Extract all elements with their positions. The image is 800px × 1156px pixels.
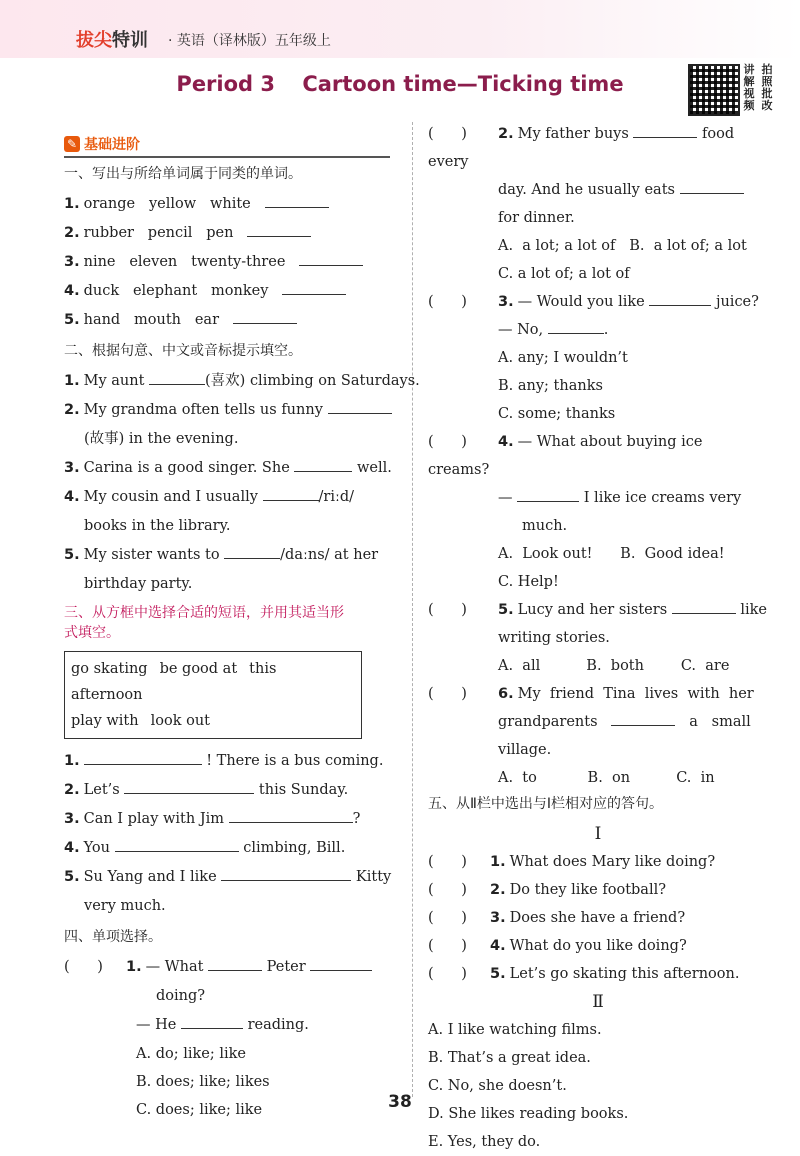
s3-item-5-cont: very much. xyxy=(84,898,166,914)
item-text: Can I play with Jim xyxy=(83,811,225,827)
s3-item-4 xyxy=(64,834,400,863)
item-text: day. And he usually eats xyxy=(498,182,675,198)
option[interactable]: B. any; thanks xyxy=(498,378,603,394)
s5-col1-item xyxy=(428,960,768,988)
s5-col1-item xyxy=(428,932,768,960)
qr-char: 讲 xyxy=(743,63,755,76)
answer-blank[interactable] xyxy=(233,309,297,324)
brand-text-a: 拔尖 xyxy=(76,30,112,51)
answer-blank[interactable] xyxy=(649,291,711,306)
item-text: My friend Tina lives with her xyxy=(517,686,754,702)
answer-blank[interactable] xyxy=(263,486,319,501)
item-text: My sister wants to xyxy=(83,547,220,563)
section-5-heading: 五、从Ⅱ栏中选出与Ⅰ栏相对应的答句。 xyxy=(428,796,664,812)
s5-col1-item xyxy=(428,848,768,876)
item-number: 1. xyxy=(64,373,80,389)
qr-char: 照 xyxy=(761,75,773,88)
answer-blank[interactable] xyxy=(517,487,579,502)
answer-blank[interactable] xyxy=(299,251,363,266)
answer-blank[interactable] xyxy=(680,179,744,194)
answer-blank[interactable] xyxy=(224,544,280,559)
s5-col2-item: D. She likes reading books. xyxy=(428,1106,629,1122)
column-1-label: I xyxy=(594,824,602,844)
item-number: 3. xyxy=(64,811,80,827)
item-number: 5. xyxy=(64,547,80,563)
item-number: 5. xyxy=(498,602,514,618)
item-text: like xyxy=(740,602,768,618)
answer-blank[interactable] xyxy=(124,779,254,794)
item-number: 1. xyxy=(64,753,80,769)
item-number: 6. xyxy=(498,686,514,702)
item-text: — What xyxy=(145,959,204,975)
answer-paren[interactable]: ( ) xyxy=(428,966,467,982)
s1-item-2 xyxy=(64,219,400,248)
option[interactable]: C. a lot of; a lot of xyxy=(498,266,630,282)
item-number: 3. xyxy=(64,460,80,476)
section-1-heading: 一、写出与所给单词属于同类的单词。 xyxy=(64,166,302,182)
brand-logo xyxy=(76,26,148,52)
item-text: Do they like football? xyxy=(509,882,667,898)
phrase-option: go skating xyxy=(71,661,148,677)
item-text: a small xyxy=(689,714,751,730)
answer-paren[interactable]: ( ) xyxy=(428,938,467,954)
item-text: My grandma often tells us funny xyxy=(83,402,323,418)
column-divider xyxy=(412,122,413,1097)
item-text: I like ice creams very xyxy=(583,490,742,506)
item-text: grandparents xyxy=(498,714,598,730)
s5-col1-item xyxy=(428,876,768,904)
s3-item-2 xyxy=(64,776,400,805)
answer-paren[interactable]: ( ) xyxy=(428,910,467,926)
phrase-option: look out xyxy=(150,713,210,729)
item-number: 2. xyxy=(64,782,80,798)
item-text: What does Mary like doing? xyxy=(509,854,716,870)
item-number: 5. xyxy=(64,312,80,328)
s4-item-1-cont: doing? xyxy=(156,988,206,1004)
s5-col1-item xyxy=(428,904,768,932)
s4-item-6-line3: village. xyxy=(498,742,552,758)
phrase-box xyxy=(64,651,362,739)
phrase-option: play with xyxy=(71,713,139,729)
item-text: Let’s go skating this afternoon. xyxy=(509,966,740,982)
s4-item-6 xyxy=(428,680,768,708)
qr-code-icon[interactable] xyxy=(688,64,740,116)
option[interactable]: A. a lot; a lot of B. a lot of; a lot xyxy=(498,238,747,254)
item-text: My aunt xyxy=(83,373,145,389)
section-3-heading-cont: 式填空。 xyxy=(64,625,120,641)
section-tag-label: 基础进阶 xyxy=(84,137,140,153)
item-text: ! There is a bus coming. xyxy=(206,753,384,769)
item-number: 2. xyxy=(498,126,514,142)
s4-item-4-cont xyxy=(428,484,768,512)
s2-item-2-cont: (故事) in the evening. xyxy=(84,431,239,447)
page-number: 38 xyxy=(388,1092,412,1112)
pencil-icon: ✎ xyxy=(64,136,80,152)
s3-item-3 xyxy=(64,805,400,834)
qr-char: 解 xyxy=(743,75,755,88)
item-text: — He xyxy=(136,1017,177,1033)
period-label: Period 3 xyxy=(176,72,275,96)
item-text: orange yellow white xyxy=(83,196,251,212)
item-number: 4. xyxy=(64,283,80,299)
answer-blank[interactable] xyxy=(611,711,675,726)
answer-paren[interactable]: ( ) xyxy=(428,126,467,142)
s4-item-5-cont: writing stories. xyxy=(498,630,610,646)
brand-text-b: 特训 xyxy=(112,30,148,51)
header-band xyxy=(0,0,800,58)
s2-item-4 xyxy=(64,483,400,512)
option[interactable]: C. some; thanks xyxy=(498,406,616,422)
topic-label: Cartoon time—Ticking time xyxy=(302,72,624,96)
answer-blank[interactable] xyxy=(229,808,353,823)
item-text: Does she have a friend? xyxy=(509,910,686,926)
option[interactable]: A. Look out! B. Good idea! xyxy=(498,546,725,562)
answer-blank[interactable] xyxy=(294,457,352,472)
qr-char: 拍 xyxy=(761,63,773,76)
s2-item-1 xyxy=(64,367,420,396)
s1-item-3 xyxy=(64,248,400,277)
item-text: What do you like doing? xyxy=(509,938,687,954)
s5-col2-item: C. No, she doesn’t. xyxy=(428,1078,567,1094)
item-text: duck elephant monkey xyxy=(83,283,269,299)
item-text: climbing, Bill. xyxy=(243,840,346,856)
section-3-heading: 三、从方框中选择合适的短语，并用其适当形 xyxy=(64,605,344,621)
item-number: 3. xyxy=(64,254,80,270)
answer-blank[interactable] xyxy=(181,1014,243,1029)
s1-item-1 xyxy=(64,190,400,219)
section-4-heading: 四、单项选择。 xyxy=(64,929,162,945)
s4-item-5 xyxy=(428,596,768,624)
item-text: . xyxy=(603,322,609,338)
item-text: Carina is a good singer. She xyxy=(83,460,290,476)
item-text: reading. xyxy=(247,1017,309,1033)
answer-paren[interactable]: ( ) xyxy=(428,294,467,310)
item-number: 1. xyxy=(126,959,142,975)
s5-col2-item: A. I like watching films. xyxy=(428,1022,602,1038)
item-text: My father buys xyxy=(517,126,629,142)
item-text: Kitty xyxy=(355,869,392,885)
item-text: hand mouth ear xyxy=(83,312,220,328)
answer-blank[interactable] xyxy=(115,837,239,852)
s2-item-2 xyxy=(64,396,400,425)
column-2-label: Ⅱ xyxy=(592,992,604,1012)
option[interactable]: C. Help! xyxy=(498,574,559,590)
option[interactable]: A. all B. both C. are xyxy=(498,658,730,674)
item-number: 5. xyxy=(490,966,506,982)
qr-caption xyxy=(740,64,776,112)
s2-item-5-cont: birthday party. xyxy=(84,576,193,592)
s4-item-2-line3: for dinner. xyxy=(498,210,575,226)
s3-item-1 xyxy=(64,747,400,776)
answer-paren[interactable]: ( ) xyxy=(428,882,467,898)
item-number: 4. xyxy=(64,489,80,505)
s1-item-5 xyxy=(64,306,400,335)
item-text: nine eleven twenty-three xyxy=(83,254,286,270)
answer-blank[interactable] xyxy=(208,956,262,971)
item-text: rubber pencil pen xyxy=(83,225,234,241)
item-number: 2. xyxy=(490,882,506,898)
s4-item-1-line3 xyxy=(64,1011,400,1040)
item-text: ? xyxy=(352,811,361,827)
answer-paren[interactable]: ( ) xyxy=(64,959,103,975)
item-number: 2. xyxy=(64,225,80,241)
item-text: — Would you like xyxy=(517,294,645,310)
item-text: Let’s xyxy=(83,782,120,798)
item-text: food every xyxy=(428,126,735,170)
item-text: (喜欢) climbing on Saturdays. xyxy=(205,373,420,389)
right-column xyxy=(428,120,768,1156)
answer-blank[interactable] xyxy=(84,750,202,765)
item-text: You xyxy=(83,840,110,856)
answer-blank[interactable] xyxy=(633,123,697,138)
answer-blank[interactable] xyxy=(310,956,372,971)
phrase-option: be good at xyxy=(159,661,238,677)
item-text: — No, xyxy=(498,322,544,338)
item-text: Su Yang and I like xyxy=(83,869,217,885)
item-number: 3. xyxy=(498,294,514,310)
page-title xyxy=(0,72,800,96)
option[interactable]: C. does; like; like xyxy=(136,1102,263,1118)
s4-item-1 xyxy=(64,953,400,982)
answer-blank[interactable] xyxy=(247,222,311,237)
option[interactable]: A. any; I wouldn’t xyxy=(498,350,628,366)
item-text: My cousin and I usually xyxy=(83,489,258,505)
item-text: Lucy and her sisters xyxy=(517,602,668,618)
item-text: well. xyxy=(357,460,392,476)
answer-blank[interactable] xyxy=(548,319,604,334)
s4-item-2 xyxy=(428,120,768,176)
item-text: juice? xyxy=(715,294,759,310)
s3-item-5 xyxy=(64,863,400,892)
item-text: this Sunday. xyxy=(258,782,349,798)
option[interactable]: A. do; like; like xyxy=(136,1046,246,1062)
qr-char: 频 xyxy=(743,99,755,112)
item-text: — xyxy=(498,490,513,506)
item-text: — What about buying ice creams? xyxy=(428,434,703,478)
answer-paren[interactable]: ( ) xyxy=(428,602,467,618)
s4-item-6-cont xyxy=(428,708,768,736)
left-column xyxy=(64,126,420,1124)
item-number: 4. xyxy=(64,840,80,856)
option[interactable]: B. does; like; likes xyxy=(136,1074,270,1090)
option[interactable]: A. to B. on C. in xyxy=(498,770,715,786)
answer-paren[interactable]: ( ) xyxy=(428,854,467,870)
qr-char: 批 xyxy=(761,87,773,100)
s2-item-4-cont: books in the library. xyxy=(84,518,231,534)
section-2-heading: 二、根据句意、中文或音标提示填空。 xyxy=(64,343,302,359)
qr-char: 视 xyxy=(743,87,755,100)
item-number: 1. xyxy=(490,854,506,870)
s4-item-3-cont xyxy=(428,316,768,344)
subject-label: · 英语（译林版）五年级上 xyxy=(168,33,331,49)
s2-item-5 xyxy=(64,541,400,570)
s1-item-4 xyxy=(64,277,400,306)
phrase-option: this afternoon xyxy=(71,661,277,703)
phonetic-hint: /riːd/ xyxy=(318,489,355,505)
section-tag xyxy=(64,134,390,158)
s5-col2-item: E. Yes, they do. xyxy=(428,1134,541,1150)
qr-char: 改 xyxy=(761,99,773,112)
item-number: 4. xyxy=(498,434,514,450)
item-text: Peter xyxy=(266,959,306,975)
item-number: 1. xyxy=(64,196,80,212)
s4-item-4-line3: much. xyxy=(522,518,568,534)
s5-col2-item: B. That’s a great idea. xyxy=(428,1050,591,1066)
item-number: 5. xyxy=(64,869,80,885)
answer-blank[interactable] xyxy=(282,280,346,295)
s4-item-4 xyxy=(428,428,768,484)
answer-paren[interactable]: ( ) xyxy=(428,686,467,702)
answer-blank[interactable] xyxy=(672,599,736,614)
s4-item-2-cont xyxy=(428,176,768,204)
item-number: 2. xyxy=(64,402,80,418)
answer-blank[interactable] xyxy=(149,370,205,385)
s4-item-3 xyxy=(428,288,768,316)
item-number: 3. xyxy=(490,910,506,926)
phonetic-hint: /daːns/ at her xyxy=(280,547,379,563)
answer-blank[interactable] xyxy=(265,193,329,208)
answer-blank[interactable] xyxy=(221,866,351,881)
answer-blank[interactable] xyxy=(328,399,392,414)
s2-item-3 xyxy=(64,454,400,483)
item-number: 4. xyxy=(490,938,506,954)
answer-paren[interactable]: ( ) xyxy=(428,434,467,450)
